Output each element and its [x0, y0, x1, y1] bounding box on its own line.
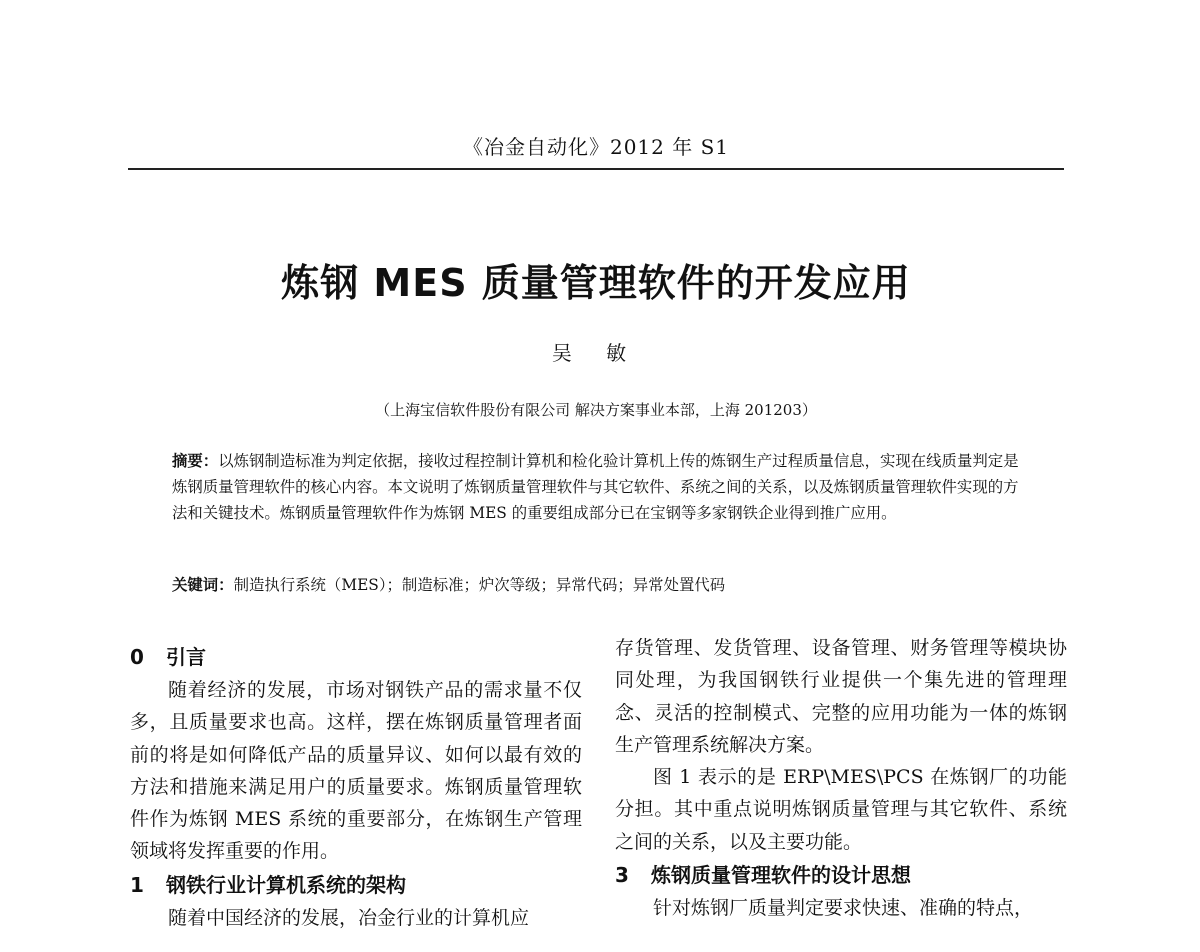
left-column	[130, 640, 582, 934]
section-3-paragraph: 针对炼钢厂质量判定要求快速、准确的特点，	[653, 897, 1034, 920]
right-column	[615, 632, 1067, 924]
keywords	[172, 572, 1032, 598]
section-0-heading	[130, 640, 582, 674]
section-0-number: 0	[130, 645, 144, 669]
header-rule	[128, 168, 1064, 170]
section-1-number: 1	[130, 872, 144, 897]
figure-1-paragraph: 图 1 表示的是 ERP\MES\PCS 在炼钢厂的功能分担。其中重点说明炼钢质量管理与其它软件、系统之间的关系，以及主要功能。	[615, 766, 1067, 853]
continued-paragraph: 存货管理、发货管理、设备管理、财务管理等模块协同处理，为我国钢铁行业提供一个集先进的管理理念、灵活的控制模式、完整的应用功能为一体的炼钢生产管理系统解决方案。	[615, 637, 1067, 756]
section-1-title: 钢铁行业计算机系统的架构	[166, 872, 406, 897]
keywords-label: 关键词：	[172, 576, 234, 594]
section-3-title: 炼钢质量管理软件的设计思想	[651, 863, 911, 888]
section-3-heading	[615, 858, 1067, 892]
section-3-number: 3	[615, 863, 629, 888]
journal-header: 《冶金自动化》2012 年 S1	[462, 135, 730, 159]
section-0-title: 引言	[166, 645, 206, 669]
section-1-paragraph: 随着中国经济的发展，冶金行业的计算机应	[168, 906, 530, 929]
keywords-text: 制造执行系统（MES）；制造标准；炉次等级；异常代码；异常处置代码	[233, 576, 726, 594]
paper-title: 炼钢 MES 质量管理软件的开发应用	[281, 261, 911, 305]
abstract-text: 以炼钢制造标准为判定依据，接收过程控制计算机和检化验计算机上传的炼钢生产过程质量信息，实现在线质量判定是炼钢质量管理软件的核心内容。本文说明了炼钢质量管理软件与其它软件、系统之间的关系，以及炼钢质量管理软件实现的方法和关键技术。炼钢质量管理软件作为炼钢 MES 的重要组成部分已在宝钢等多家钢铁企业得到推广应用。	[172, 452, 1019, 522]
section-1-heading	[130, 868, 582, 902]
section-0-paragraph: 随着经济的发展，市场对钢铁产品的需求量不仅多，且质量要求也高。这样，摆在炼钢质量管理者面前的将是如何降低产品的质量异议、如何以最有效的方法和措施来满足用户的质量要求。炼钢质量管理软件作为炼钢 MES 系统的重要部分，在炼钢生产管理领域将发挥重要的作用。	[130, 679, 582, 863]
abstract-label: 摘要：	[172, 452, 219, 470]
affiliation: （上海宝信软件股份有限公司 解决方案事业本部，上海 201203）	[375, 401, 817, 419]
author: 吴 敏	[551, 341, 641, 365]
abstract	[172, 448, 1032, 526]
